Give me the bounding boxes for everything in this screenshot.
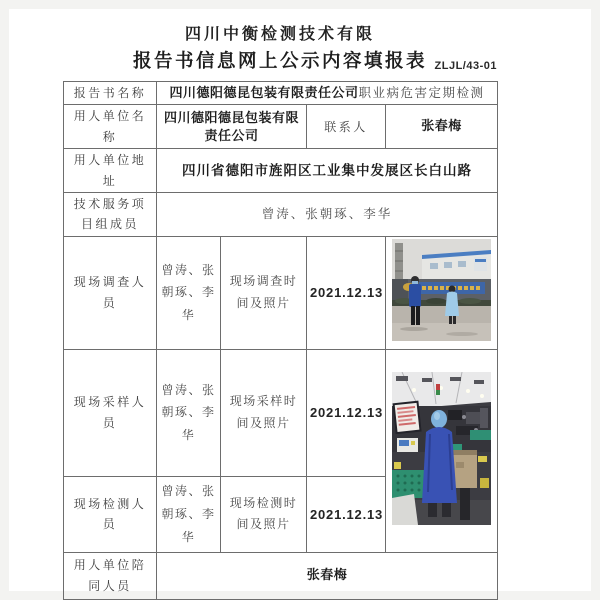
employer-address-label: 用人单位地址 bbox=[64, 149, 157, 193]
survey-names: 曾涛、张朝琢、李华 bbox=[157, 236, 221, 349]
workshop-photo bbox=[392, 372, 491, 525]
report-name-label: 报告书名称 bbox=[64, 82, 157, 105]
escort-label: 用人单位陪同人员 bbox=[64, 552, 157, 599]
company-title: 四川中衡检测技术有限 bbox=[184, 26, 375, 43]
row-employer-name bbox=[64, 105, 498, 149]
report-name-suffix: 职业病危害定期检测 bbox=[358, 86, 485, 101]
detection-date: 2021.12.13 bbox=[307, 476, 386, 552]
row-team bbox=[64, 192, 498, 236]
workshop-photo-graphic bbox=[392, 372, 491, 525]
employer-address-value: 四川省德阳市旌阳区工业集中发展区长白山路 bbox=[157, 149, 498, 193]
sampling-names: 曾涛、张朝琢、李华 bbox=[157, 349, 221, 476]
survey-photo-cell bbox=[386, 236, 498, 349]
row-employer-address bbox=[64, 149, 498, 193]
employer-name-value: 四川德阳德昆包装有限责任公司 bbox=[157, 105, 307, 149]
site-survey-photo-graphic bbox=[392, 239, 491, 341]
report-name-company: 四川德阳德昆包装有限责任公司 bbox=[169, 85, 359, 101]
team-value: 曾涛、张朝琢、李华 bbox=[157, 192, 498, 236]
escort-value: 张春梅 bbox=[157, 552, 498, 599]
detection-caption: 现场检测时间及照片 bbox=[221, 476, 307, 552]
survey-label: 现场调查人员 bbox=[64, 236, 157, 349]
document-header bbox=[63, 24, 497, 73]
detection-names: 曾涛、张朝琢、李华 bbox=[157, 476, 221, 552]
doc-code: ZLJL/43-01 bbox=[434, 59, 497, 72]
report-name-value bbox=[157, 82, 498, 105]
contact-label: 联系人 bbox=[307, 105, 386, 149]
site-survey-photo bbox=[392, 239, 491, 341]
sampling-date: 2021.12.13 bbox=[307, 349, 386, 476]
report-info-table bbox=[63, 81, 498, 600]
row-escort bbox=[64, 552, 498, 599]
employer-name-label: 用人单位名称 bbox=[64, 105, 157, 149]
form-title: 报告书信息网上公示内容填报表 bbox=[132, 49, 427, 71]
survey-date: 2021.12.13 bbox=[307, 236, 386, 349]
row-site-survey bbox=[64, 236, 498, 349]
sampling-label: 现场采样人员 bbox=[64, 349, 157, 476]
row-site-sampling bbox=[64, 349, 498, 476]
survey-caption: 现场调查时间及照片 bbox=[221, 236, 307, 349]
sampling-detection-photo-cell bbox=[386, 349, 498, 552]
sampling-caption: 现场采样时间及照片 bbox=[221, 349, 307, 476]
contact-value: 张春梅 bbox=[386, 105, 498, 149]
team-label: 技术服务项目组成员 bbox=[64, 192, 157, 236]
detection-label: 现场检测人员 bbox=[64, 476, 157, 552]
row-report-name bbox=[64, 82, 498, 105]
